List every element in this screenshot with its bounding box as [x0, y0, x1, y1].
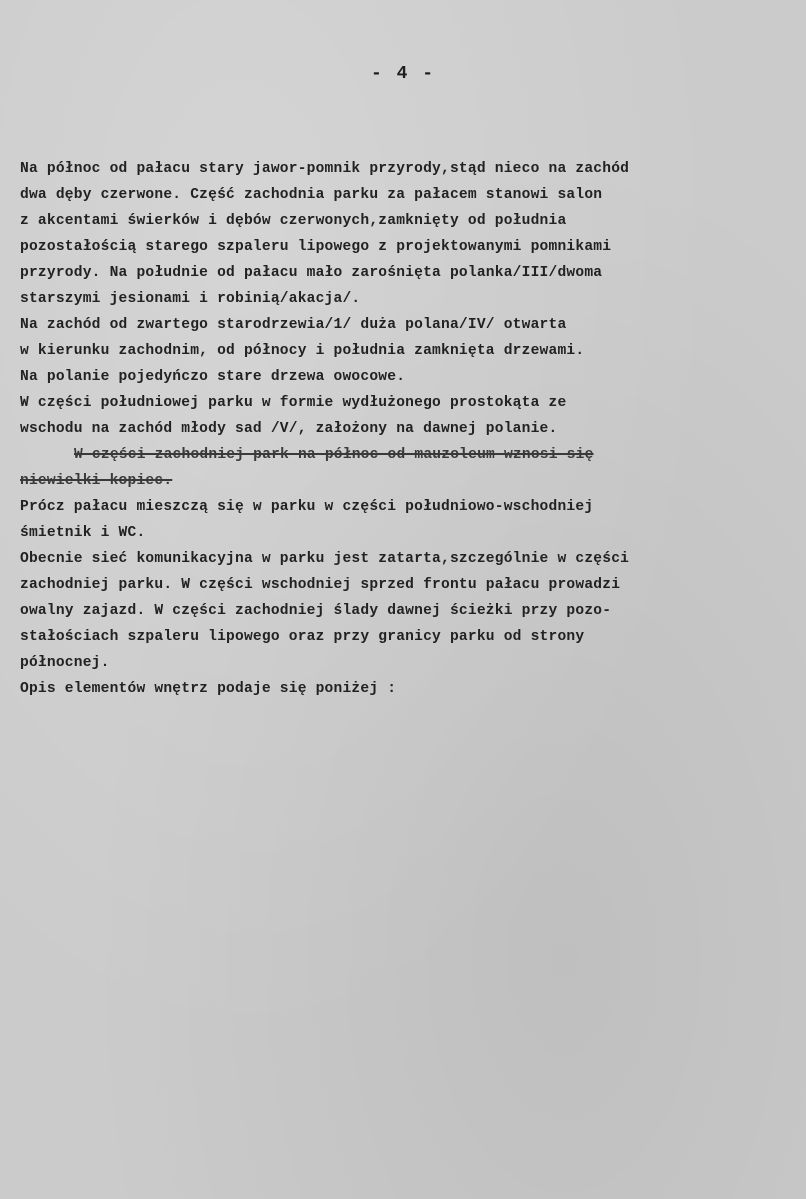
text-line: W części południowej parku w formie wydłużonego prostokąta ze: [20, 395, 567, 411]
text-line: z akcentami świerków i dębów czerwonych,zamknięty od południa: [20, 213, 567, 229]
text-line: dwa dęby czerwone. Część zachodnia parku za pałacem stanowi salon: [20, 187, 603, 203]
text-line: stałościach szpaleru lipowego oraz przy granicy parku od strony: [20, 629, 585, 645]
text-line: w kierunku zachodnim, od północy i południa zamknięta drzewami.: [20, 343, 585, 359]
text-line: Obecnie sieć komunikacyjna w parku jest zatarta,szczególnie w części: [20, 551, 630, 567]
text-line: przyrody. Na południe od pałacu mało zarośnięta polanka/III/dwoma: [20, 265, 603, 281]
struck-text-line: niewielki kopiec.: [20, 473, 173, 489]
text-line: północnej.: [20, 655, 110, 671]
struck-text-line: W części zachodniej park na północ od mauzoleum wznosi się: [74, 447, 594, 463]
text-line: Opis elementów wnętrz podaje się poniżej :: [20, 681, 397, 697]
text-line: starszymi jesionami i robinią/akacja/.: [20, 291, 361, 307]
text-line: Prócz pałacu mieszczą się w parku w części południowo-wschodniej: [20, 499, 594, 515]
text-line: owalny zajazd. W części zachodniej ślady dawnej ścieżki przy pozo-: [20, 603, 612, 619]
text-line: Na północ od pałacu stary jawor-pomnik przyrody,stąd nieco na zachód: [20, 161, 630, 177]
page-number: - 4 -: [370, 64, 435, 84]
text-line: śmietnik i WC.: [20, 525, 146, 541]
text-line: Na polanie pojedyńczo stare drzewa owocowe.: [20, 369, 406, 385]
text-line: zachodniej parku. W części wschodniej sprzed frontu pałacu prowadzi: [20, 577, 621, 593]
text-line: wschodu na zachód młody sad /V/, założony na dawnej polanie.: [20, 421, 558, 437]
body-text: [20, 156, 800, 702]
text-line: Na zachód od zwartego starodrzewia/1/ duża polana/IV/ otwarta: [20, 317, 567, 333]
text-line: pozostałością starego szpaleru lipowego z projektowanymi pomnikami: [20, 239, 612, 255]
